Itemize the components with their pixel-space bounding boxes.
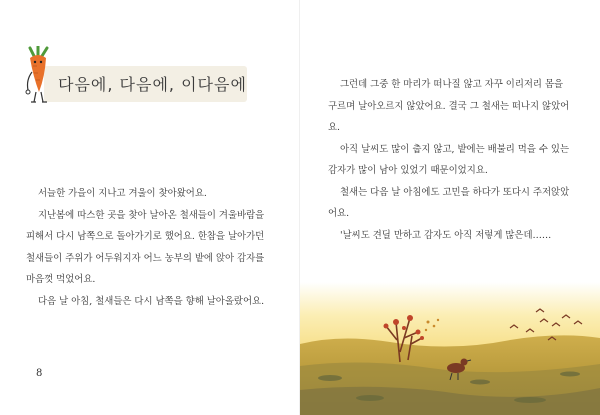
field-illustration xyxy=(300,282,600,415)
paragraph: '날씨도 견딜 만하고 감자도 아직 저렇게 많은데…… xyxy=(340,229,552,241)
left-page-text xyxy=(26,183,272,312)
carrot-character-icon xyxy=(20,46,60,108)
paragraph: 서늘한 가을이 지나고 겨울이 찾아왔어요. xyxy=(38,188,207,199)
paragraph: 아직 날씨도 많이 춥지 않고, 밭에는 배불리 먹을 수 있는 감자가 많이 남아 있었기 때문이었지요. xyxy=(328,143,570,176)
page-number: 8 xyxy=(36,368,43,379)
chapter-title: 다음에, 다음에, 이다음에 xyxy=(58,75,247,94)
paragraph: 다음 날 아침, 철새들은 다시 남쪽을 향해 날아올랐어요. xyxy=(38,295,265,307)
paragraph: 지난봄에 따스한 곳을 찾아 날아온 철새들이 겨울바람을 피해서 다시 남쪽으로 돌아가기로 했어요. 한참을 날아가던 철새들이 주위가 어두워지자 어느 농부의 밭에 앉아 감자를 마음껏 먹었어요. xyxy=(26,209,265,285)
paragraph: 철새는 다음 날 아침에도 고민을 하다가 또다시 주저앉았어요. xyxy=(328,186,570,219)
paragraph: 그런데 그중 한 마리가 떠나질 않고 자꾸 이리저리 몸을 구르며 날아오르지 않았어요. 결국 그 철새는 떠나지 않았어요. xyxy=(328,79,570,133)
right-page-text xyxy=(328,74,572,246)
